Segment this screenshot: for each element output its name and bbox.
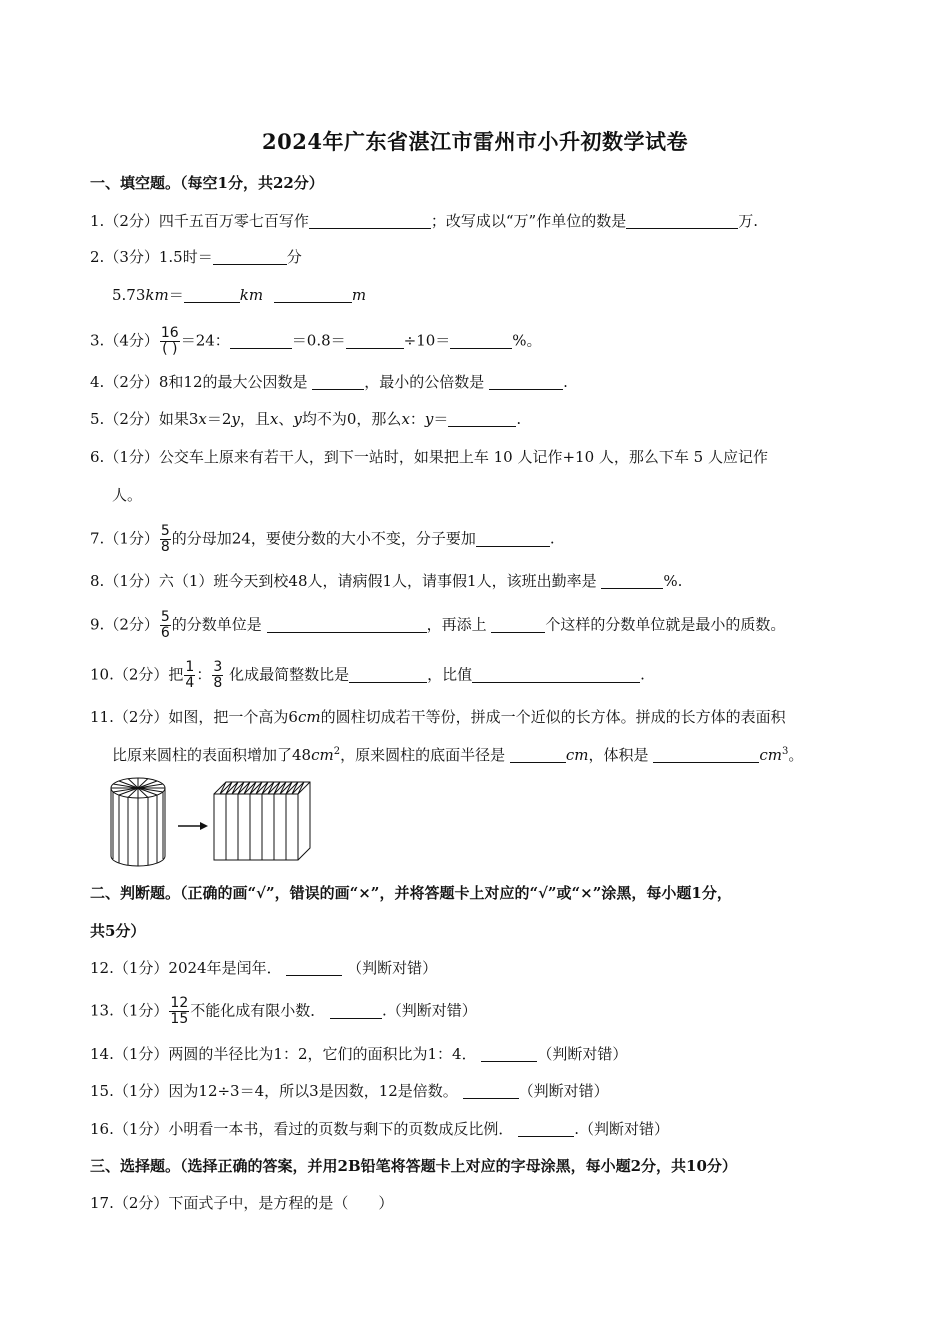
q4-score: （2分） [104, 373, 159, 391]
q3-text-d: %。 [512, 331, 542, 350]
q6-score: （1分） [104, 448, 159, 466]
answer-blank[interactable] [230, 332, 292, 349]
question-7 [90, 524, 555, 555]
q11-text-d: ，原来圆柱的底面半径是 [340, 746, 506, 764]
unit-km: km [239, 286, 264, 304]
q5-text-f: ： [409, 410, 425, 428]
unit-km: km [145, 286, 169, 304]
answer-blank[interactable] [472, 666, 640, 683]
fraction [212, 660, 223, 691]
question-11 [90, 706, 786, 728]
cylinder-icon [111, 778, 165, 866]
q8-number: 8. [90, 572, 105, 590]
answer-blank[interactable] [309, 212, 431, 229]
q2-value: 5.73 [112, 286, 146, 304]
fraction-numerator: 16 [160, 325, 179, 341]
question-1 [90, 210, 758, 232]
fraction-denominator: 8 [160, 539, 170, 555]
q9-text-b: ，再添上 [426, 615, 487, 634]
answer-blank[interactable] [481, 1045, 537, 1062]
question-9 [90, 610, 785, 641]
q11-number: 11. [90, 708, 114, 726]
fraction [169, 996, 189, 1027]
q11-text-c: 比原来圆柱的表面积增加了48 [112, 746, 312, 764]
var-y: y [293, 410, 302, 428]
q14-score: （1分） [113, 1045, 169, 1063]
answer-blank[interactable] [274, 286, 352, 303]
q14-number: 14. [90, 1045, 114, 1063]
answer-blank[interactable] [601, 572, 663, 589]
fraction-denominator: ( ) [162, 341, 178, 357]
answer-blank[interactable] [653, 746, 759, 763]
question-6-line-2 [112, 484, 142, 506]
q4-number: 4. [90, 373, 105, 391]
q6-text-a: 公交车上原来有若干人，到下一站时，如果把上车 10 人记作+10 人，那么下车 5 人应记作 [158, 448, 768, 466]
q2-text-b: 分 [286, 248, 302, 266]
q13-number: 13. [90, 1001, 114, 1020]
q3-number: 3. [90, 331, 105, 350]
superscript-2: 2 [333, 746, 341, 757]
fraction-numerator: 5 [160, 609, 170, 625]
var-y: y [424, 410, 434, 428]
q3-score: （4分） [104, 331, 159, 350]
q7-text-b: . [549, 529, 555, 548]
q12-text-a: 2024年是闰年． [168, 959, 282, 977]
fraction-denominator: 8 [213, 675, 223, 691]
unit-m: m [351, 286, 367, 304]
q11-text-f: 。 [788, 746, 804, 764]
arrow-right-icon [178, 822, 208, 830]
fraction-denominator: 6 [160, 625, 170, 641]
q1-score: （2分） [104, 212, 159, 230]
q16-number: 16. [90, 1120, 114, 1138]
answer-blank[interactable] [349, 666, 427, 683]
fraction-denominator: 4 [185, 675, 195, 691]
question-10 [90, 660, 645, 691]
q5-text-b: ＝2 [206, 410, 232, 428]
section-true-false: 二、判断题。（正确的画“√”，错误的画“×”，并将答题卡上对应的“√”或“×”涂黑，每小题1分， [90, 884, 732, 902]
q15-text-a: 因为12÷3＝4，所以3是因数，12是倍数。 [168, 1082, 458, 1100]
answer-blank[interactable] [476, 530, 550, 547]
answer-blank[interactable] [489, 373, 563, 390]
ratio-colon: ： [196, 665, 212, 684]
q1-text-b: ；改写成以“万”作单位的数是 [430, 212, 627, 230]
fraction [184, 660, 195, 691]
q16-text-a: 小明看一本书，看过的页数与剩下的页数成反比例． [168, 1120, 514, 1138]
q9-text-c: 个这样的分数单位就是最小的质数。 [545, 615, 786, 634]
question-13 [90, 996, 477, 1027]
q10-text-d: . [640, 665, 645, 684]
answer-blank[interactable] [312, 373, 364, 390]
question-16 [90, 1118, 669, 1140]
question-12 [90, 957, 437, 979]
q1-text-a: 四千五百万零七百写作 [158, 212, 309, 230]
section-true-false-cont: 共5分） [90, 922, 146, 940]
unit-cm: cm [565, 746, 589, 764]
fraction-numerator: 3 [213, 659, 223, 675]
question-6 [90, 446, 768, 468]
q8-text-a: 六（1）班今天到校48人，请病假1人，请事假1人，该班出勤率是 [158, 572, 597, 590]
answer-blank[interactable] [491, 616, 545, 633]
q10-text-c: ，比值 [427, 665, 473, 684]
answer-blank[interactable] [330, 1002, 382, 1019]
var-x: x [198, 410, 207, 428]
q10-number: 10. [90, 665, 114, 684]
answer-blank[interactable] [184, 286, 240, 303]
unit-cm: cm [759, 746, 782, 764]
question-8 [90, 570, 682, 592]
unit-cm: cm [311, 746, 334, 764]
q2-text-a: 1.5时＝ [158, 248, 213, 266]
q12-score: （1分） [113, 959, 169, 977]
q11-text-e: ，体积是 [588, 746, 649, 764]
var-x: x [269, 410, 279, 428]
q16-judge-hint: .（判断对错） [574, 1120, 669, 1138]
answer-blank[interactable] [448, 410, 516, 427]
question-15 [90, 1080, 609, 1102]
q10-score: （2分） [113, 665, 169, 684]
cuboid-icon [214, 782, 310, 860]
answer-blank[interactable] [518, 1120, 574, 1137]
q5-text-h: . [516, 410, 522, 428]
question-5 [90, 408, 521, 430]
q5-text-e: 均不为0，那么 [301, 410, 402, 428]
q9-number: 9. [90, 615, 105, 634]
fraction [160, 610, 171, 641]
question-14 [90, 1043, 627, 1065]
var-y: y [231, 410, 240, 428]
answer-blank[interactable] [213, 248, 287, 265]
answer-blank[interactable] [286, 959, 342, 976]
q7-number: 7. [90, 529, 105, 548]
q5-number: 5. [90, 410, 105, 428]
q3-text-c: ÷10＝ [403, 331, 451, 350]
q14-judge-hint: （判断对错） [537, 1045, 628, 1063]
q1-text-c: 万. [738, 212, 758, 230]
equals-sign: ＝ [168, 286, 184, 304]
answer-blank[interactable] [267, 616, 427, 633]
q6-number: 6. [90, 448, 105, 466]
question-3 [90, 326, 542, 357]
q15-score: （1分） [113, 1082, 169, 1100]
q10-text-a: 把 [168, 665, 184, 684]
q8-score: （1分） [104, 572, 159, 590]
q9-text-a: 的分数单位是 [171, 615, 262, 634]
q4-text-b: ，最小的公倍数是 [364, 373, 485, 391]
answer-blank[interactable] [626, 212, 738, 229]
q9-score: （2分） [104, 615, 159, 634]
answer-blank[interactable] [510, 746, 566, 763]
fraction-numerator: 12 [170, 995, 189, 1011]
fraction-numerator: 1 [185, 659, 195, 675]
question-2-line-2 [112, 284, 366, 306]
section-multiple-choice: 三、选择题。（选择正确的答案，并用2B铅笔将答题卡上对应的字母涂黑，每小题2分，共10分） [90, 1157, 737, 1175]
q17-number: 17. [90, 1194, 114, 1212]
section-fill-in-blank: 一、填空题。（每空1分，共22分） [90, 174, 324, 192]
q14-text-a: 两圆的半径比为1：2，它们的面积比为1：4． [168, 1045, 477, 1063]
var-x: x [401, 410, 410, 428]
page-title: 2024年广东省湛江市雷州市小升初数学试卷 [262, 129, 688, 154]
q13-text-a: 不能化成有限小数． [190, 1001, 326, 1020]
q12-judge-hint: （判断对错） [347, 959, 438, 977]
q13-judge-hint: .（判断对错） [382, 1001, 477, 1020]
q15-judge-hint: （判断对错） [518, 1082, 609, 1100]
q10-text-b: 化成最简整数比是 [229, 665, 350, 684]
q2-number: 2. [90, 248, 105, 266]
answer-blank[interactable] [450, 332, 512, 349]
q13-score: （1分） [113, 1001, 169, 1020]
q7-text-a: 的分母加24，要使分数的大小不变，分子要加 [171, 529, 476, 548]
answer-blank[interactable] [346, 332, 404, 349]
q6-text-b: 人。 [112, 486, 143, 504]
q12-number: 12. [90, 959, 114, 977]
q17-text-a: 下面式子中，是方程的是（ ） [168, 1194, 394, 1212]
q17-score: （2分） [113, 1194, 169, 1212]
fraction [160, 524, 171, 555]
q4-text-a: 8和12的最大公因数是 [158, 373, 308, 391]
q11-score: （2分） [113, 708, 169, 726]
q8-text-b: %. [663, 572, 683, 590]
q4-text-c: . [563, 373, 568, 391]
q1-number: 1. [90, 212, 105, 230]
q3-text-a: ＝24： [180, 331, 230, 350]
q5-text-a: 如果3 [158, 410, 199, 428]
q5-text-g: ＝ [433, 410, 449, 428]
q15-number: 15. [90, 1082, 114, 1100]
q5-score: （2分） [104, 410, 159, 428]
fraction [160, 326, 180, 357]
fraction-numerator: 5 [160, 523, 170, 539]
superscript-3: 3 [781, 746, 789, 757]
question-4 [90, 371, 568, 393]
q11-text-b: 的圆柱切成若干等份，拼成一个近似的长方体。拼成的长方体的表面积 [320, 708, 786, 726]
q5-text-d: 、 [278, 410, 294, 428]
q5-text-c: ，且 [239, 410, 270, 428]
q16-score: （1分） [113, 1120, 169, 1138]
unit-cm: cm [297, 708, 321, 726]
fraction-denominator: 15 [170, 1011, 189, 1027]
cylinder-to-cuboid-figure [108, 776, 318, 868]
q2-score: （3分） [104, 248, 159, 266]
question-17 [90, 1192, 393, 1214]
question-11-line-2 [112, 744, 803, 766]
question-2 [90, 246, 302, 268]
q3-text-b: ＝0.8＝ [291, 331, 346, 350]
q11-text-a: 如图，把一个高为6 [168, 708, 298, 726]
q7-score: （1分） [104, 529, 159, 548]
answer-blank[interactable] [463, 1082, 519, 1099]
